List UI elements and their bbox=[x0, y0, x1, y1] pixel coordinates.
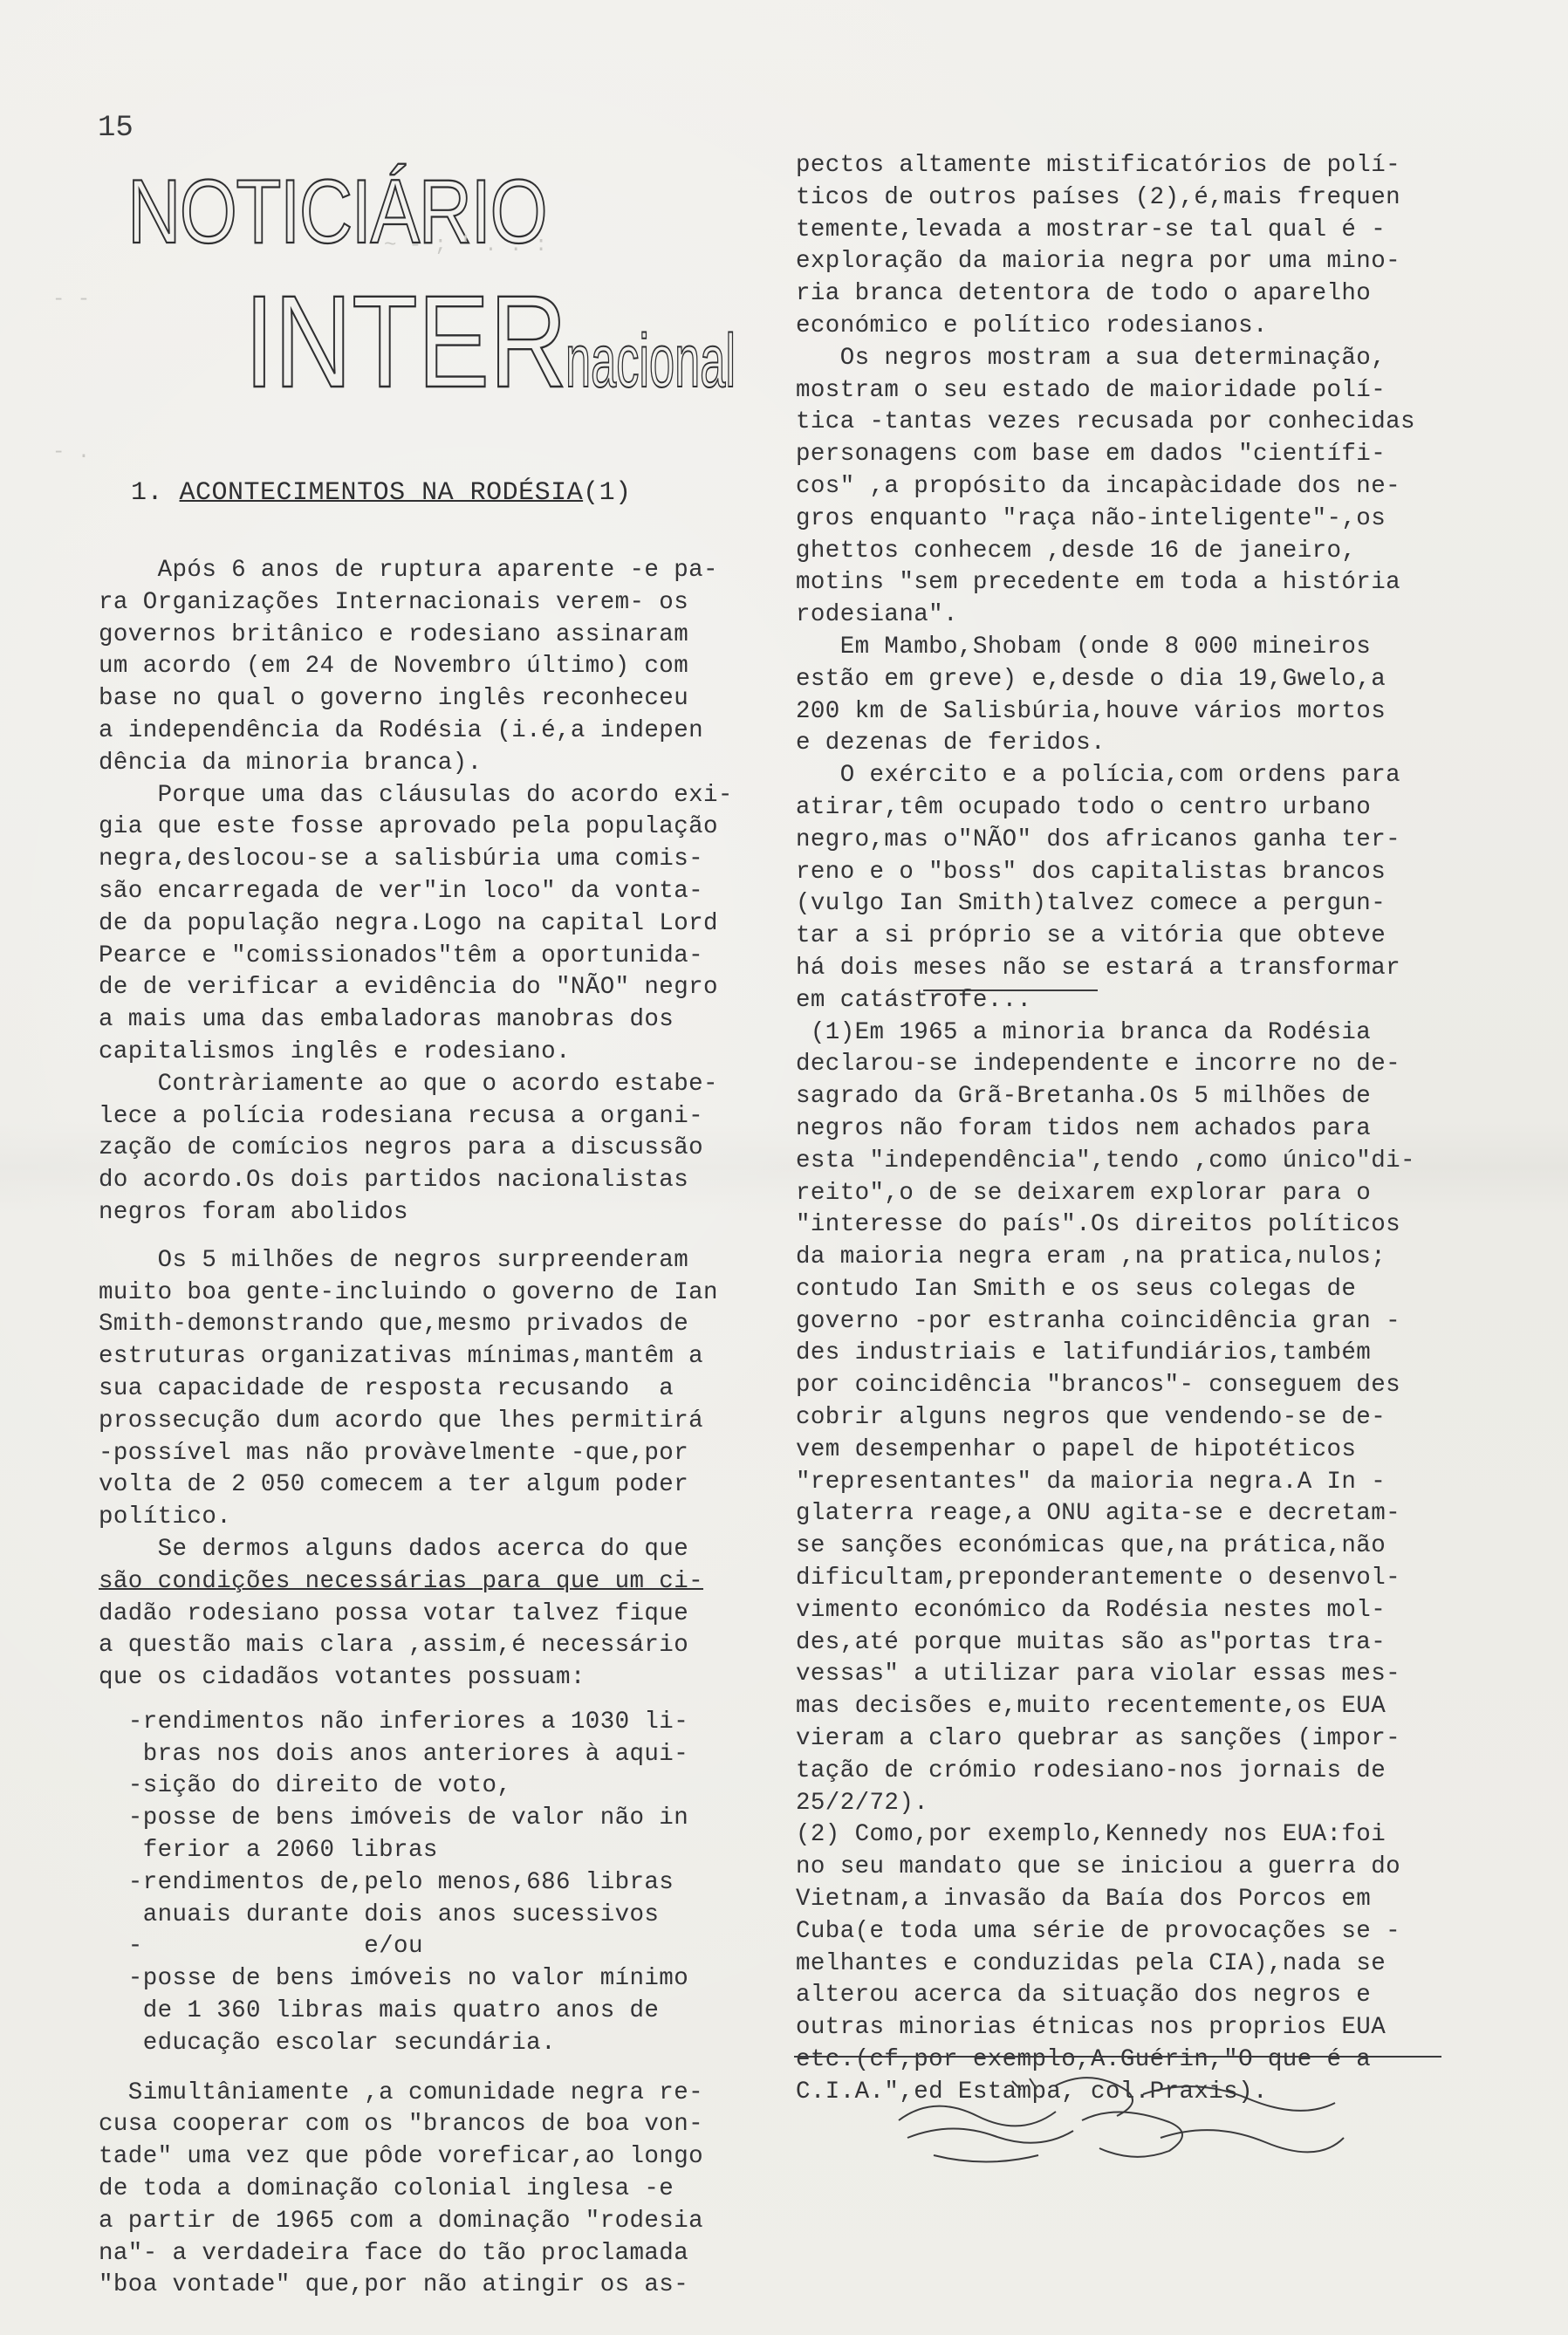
text-line: lece a polícia rodesiana recusa a organi- bbox=[99, 1102, 704, 1130]
text-line: um acordo (em 24 de Novembro último) com bbox=[99, 653, 689, 681]
text-line: -sição do direito de voto, bbox=[99, 1772, 512, 1800]
text-line: -posse de bens imóveis de valor não in bbox=[99, 1804, 689, 1832]
text-line: governo -por estranha coincidência gran - bbox=[796, 1307, 1401, 1335]
text-line: de de verificar a evidência do "NÃO" negro bbox=[99, 974, 718, 1002]
text-line: reno e o "boss" dos capitalistas brancos bbox=[796, 858, 1387, 886]
text-line: ghettos conhecem ,desde 16 de janeiro, bbox=[796, 537, 1357, 565]
page-number: 15 bbox=[98, 112, 134, 145]
decorative-doodle bbox=[881, 2068, 1352, 2173]
text-line: há dois meses não se estará a transformar bbox=[796, 954, 1401, 982]
text-line: Em Mambo,Shobam (onde 8 000 mineiros bbox=[796, 633, 1372, 661]
text-line: em catástrofe... bbox=[796, 986, 1032, 1014]
text-line: a questão mais clara ,assim,é necessário bbox=[99, 1632, 689, 1660]
text-line: a independência da Rodésia (i.é,a indepen bbox=[99, 716, 704, 744]
text-line: tação de crómio rodesiano-nos jornais de bbox=[796, 1756, 1387, 1784]
right-column bbox=[796, 150, 1459, 2109]
text-line: (1)Em 1965 a minoria branca da Rodésia bbox=[796, 1018, 1372, 1046]
text-line: - e/ou bbox=[99, 1933, 423, 1961]
text-line: na"- a verdadeira face do tão proclamada bbox=[99, 2239, 689, 2267]
text-line: que os cidadãos votantes possuam: bbox=[99, 1664, 585, 1692]
masthead-subtitle bbox=[244, 266, 742, 406]
masthead-line1: NOTICIÁRIO bbox=[127, 161, 546, 263]
text-line: capitalismos inglês e rodesiano. bbox=[99, 1037, 571, 1065]
text-line: de toda a dominação colonial inglesa -e bbox=[99, 2175, 674, 2203]
text-line: dificultam,preponderantemente o desenvol- bbox=[796, 1565, 1401, 1592]
text-line: glaterra reage,a ONU agita-se e decretam- bbox=[796, 1500, 1401, 1528]
text-line: des industriais e latifundiários,também bbox=[796, 1339, 1372, 1367]
section-end-rule bbox=[794, 2056, 1441, 2058]
text-line: temente,levada a mostrar-se tal qual é - bbox=[796, 216, 1387, 243]
text-line: sagrado da Grã-Bretanha.Os 5 milhões de bbox=[796, 1083, 1372, 1111]
left-column bbox=[99, 555, 744, 2302]
text-line: (vulgo Ian Smith)talvez comece a pergun- bbox=[796, 890, 1387, 918]
article-heading bbox=[131, 478, 632, 508]
document-page: 15 NOTICIÁRIO INTER nacional ~ - ; ' . . : - - - . 1. ACONTECIMENTOS NA RODÉSIA(1) Após 6 anos de ruptura aparente -e pa- ra Organizações Internacionais verem- os governos britânico e rodesiano assinaram um acordo (em 24 de Novembro último) com base no qual o governo inglês reconheceu a independência da Rodésia (i.é,a indepen dência da minoria branca). Porque uma das cláusulas do acordo exi- gia que este fosse aprovado pela população negra,deslocou-se a salisbúria uma comis- são encarregada de ver"in loco" da vonta- de da população negra.Logo na capital Lord Pearce e "comissionados"têm a oportunida- de de verificar a evidência do "NÃO" negro a mais uma das embaladoras manobras dos capitalismos inglês e rodesiano. Contràriamente ao que o acordo estabe- lece a polícia rodesiana recusa a organi- zação de comícios negros para a discussão do acordo.Os dois partidos nacionalistas negros foram abolidos Os 5 milhões de negros surpreenderam muito boa gente-incluindo o governo de Ian Smith-demonstrando que,mesmo privados de estruturas organizativas mínimas,mantêm a sua capacidade de resposta recusando a prossecução dum acordo que lhes permitirá -possível mas não provàvelmente -que,por volta de 2 050 comecem a ter algum poder político. Se dermos alguns dados acerca do que são condições necessárias para que um ci- dadão rodesiano possa votar talvez fique a questão mais clara ,assim,é necessário que os cidadãos votantes possuam: -rendimentos não inferiores a 1030 li- bras nos dois anos anteriores à aqui- -sição do direito de voto, -posse de bens imóveis de valor não in ferior a 2060 libras -rendimentos de,pelo menos,686 libras anuais durante dois anos sucessivos - e/ou -posse de bens imóveis no valor mínimo de 1 360 libras mais quatro anos de educação escolar secundária. Simultâniamente ,a comunidade negra re- cusa cooperar com os "brancos de boa von- tade" uma vez que pôde voreficar,ao longo de toda a dominação colonial inglesa -e a partir de 1965 com a dominação "rodesia na"- a verdadeira face do tão proclamada "boa vontade" que,por não atingir os as- pectos altamente mistificatórios de polí- ticos de outros países (2),é,mais frequen temente,levada a mostrar-se tal qual é - exploração da maioria negra por uma mino- ria branca detentora de todo o aparelho económico e político rodesianos. Os negros mostram a sua determinação, mostram o seu estado de maioridade polí- tica -tantas vezes recusada por conhecidas personagens com base em dados "científi- cos" ,a propósito da incapàcidade dos ne- gros enquanto "raça não-inteligente"-,os ghettos conhecem ,desde 16 de janeiro, motins "sem precedente em toda a história rodesiana". Em Mambo,Shobam (onde 8 000 mineiros estão em greve) e,desde o dia 19,Gwelo,a 200 km de Salisbúria,houve vários mortos e dezenas de feridos. O exército e a polícia,com ordens para atirar,têm ocupado todo o centro urbano negro,mas o"NÃO" dos africanos ganha ter- reno e o "boss" dos capitalistas brancos (vulgo Ian Smith)talvez comece a pergun- tar a si próprio se a vitória que obteve há dois meses não se estará a transformar em catástrofe... (1)Em 1965 a minoria branca da Rodésia declarou-se independente e incorre no de- sagrado da Grã-Bretanha.Os 5 milhões de negros não foram tidos nem achados para esta "independência",tendo ,como único"di- reito",o de se deixarem explorar para o "interesse do país".Os direitos políticos da maioria negra eram ,na pratica,nulos; contudo Ian Smith e os seus colegas de governo -por estranha coincidência gran - des industriais e latifundiários,também por coincidência "brancos"- conseguem des cobrir alguns negros que vendendo-se de- vem desempenhar o papel de hipotéticos "representantes" da maioria negra.A In - glaterra reage,a ONU agita-se e decretam- se sanções económicas que,na prática,não dificultam,preponderantemente o desenvol- vimento económico da Rodésia nestes mol- des,até porque muitas são as"portas tra- vessas" a utilizar para violar essas mes- mas decisões e,muito recentemente,os EUA vieram a claro quebrar as sanções (impor- tação de crómio rodesiano-nos jornais de 25/2/72). (2) Como,por exemplo,Kennedy nos EUA:foi no seu mandato que se iniciou a guerra do Vietnam,a invasão da Baía dos Porcos em Cuba(e toda uma série de provocações se - melhantes e conduzidas pela CIA),nada se alterou acerca da situação dos negros e outras minorias étnicas nos proprios EUA etc.(cf,por exemplo,A.Guérin,"O que é a C.I.A.",ed Estampa, col.Praxis). bbox=[0, 0, 1568, 2335]
text-line: ferior a 2060 libras bbox=[99, 1837, 438, 1865]
text-line: anuais durante dois anos sucessivos bbox=[99, 1900, 660, 1928]
text-line: tade" uma vez que pôde voreficar,ao longo bbox=[99, 2143, 704, 2171]
text-line: (2) Como,por exemplo,Kennedy nos EUA:foi bbox=[796, 1821, 1387, 1849]
text-line: a partir de 1965 com a dominação "rodesia bbox=[99, 2207, 704, 2235]
text-line: são encarregada de ver"in loco" da vonta- bbox=[99, 877, 704, 905]
text-line: Se dermos alguns dados acerca do que bbox=[99, 1535, 689, 1563]
text-line: estão em greve) e,desde o dia 19,Gwelo,a bbox=[796, 665, 1387, 693]
text-line: dadão rodesiano possa votar talvez fique bbox=[99, 1599, 689, 1627]
text-line: outras minorias étnicas nos proprios EUA bbox=[796, 2014, 1387, 2042]
text-line: governos britânico e rodesiano assinaram bbox=[99, 620, 689, 648]
text-line: negros não foram tidos nem achados para bbox=[796, 1114, 1372, 1142]
text-line: negro,mas o"NÃO" dos africanos ganha ter- bbox=[796, 825, 1401, 853]
text-line: alterou acerca da situação dos negros e bbox=[796, 1982, 1372, 2010]
text-line: O exército e a polícia,com ordens para bbox=[796, 762, 1401, 790]
text-line: mas decisões e,muito recentemente,os EUA bbox=[796, 1693, 1387, 1721]
text-line: -rendimentos não inferiores a 1030 li- bbox=[99, 1708, 689, 1736]
text-line: negros foram abolidos bbox=[99, 1198, 408, 1226]
text-line: de 1 360 libras mais quatro anos de bbox=[99, 1997, 660, 2025]
text-line: Smith-demonstrando que,mesmo privados de bbox=[99, 1311, 689, 1339]
text-line: Após 6 anos de ruptura aparente -e pa- bbox=[99, 557, 718, 584]
text-line bbox=[99, 2060, 744, 2078]
text-line: ticos de outros países (2),é,mais frequen bbox=[796, 183, 1401, 211]
text-line: económico e político rodesianos. bbox=[796, 312, 1268, 339]
text-line: são condições necessárias para que um ci- bbox=[99, 1567, 704, 1595]
text-line: des,até porque muitas são as"portas tra- bbox=[796, 1628, 1387, 1656]
text-line: esta "independência",tendo ,como único"di- bbox=[796, 1147, 1415, 1174]
text-line: de da população negra.Logo na capital Lord bbox=[99, 909, 718, 937]
text-line: cusa cooperar com os "brancos de boa von- bbox=[99, 2111, 704, 2139]
text-line bbox=[99, 1229, 744, 1245]
text-line: declarou-se independente e incorre no de- bbox=[796, 1051, 1401, 1078]
text-line: -possível mas não provàvelmente -que,por bbox=[99, 1439, 689, 1467]
text-line: -rendimentos de,pelo menos,686 libras bbox=[99, 1868, 674, 1896]
text-line: sua capacidade de resposta recusando a bbox=[99, 1374, 674, 1402]
text-line: -posse de bens imóveis no valor mínimo bbox=[99, 1965, 689, 1993]
text-line: Pearce e "comissionados"têm a oportunida- bbox=[99, 942, 704, 969]
text-line: e dezenas de feridos. bbox=[796, 729, 1106, 757]
text-line: Cuba(e toda uma série de provocações se - bbox=[796, 1917, 1401, 1945]
text-line: C.I.A.",ed Estampa, col.Praxis). bbox=[796, 2078, 1268, 2106]
text-line: contudo Ian Smith e os seus colegas de bbox=[796, 1275, 1357, 1303]
text-line: bras nos dois anos anteriores à aqui- bbox=[99, 1740, 689, 1768]
text-line: exploração da maioria negra por uma mino- bbox=[796, 248, 1401, 276]
text-line: Contràriamente ao que o acordo estabe- bbox=[99, 1070, 718, 1098]
text-line: melhantes e conduzidas pela CIA),nada se bbox=[796, 1949, 1387, 1977]
text-line: a mais uma das embaladoras manobras dos bbox=[99, 1006, 674, 1034]
text-line: educação escolar secundária. bbox=[99, 2029, 556, 2057]
footnote-separator bbox=[923, 989, 1098, 991]
heading-number: 1. bbox=[131, 478, 164, 508]
text-line: reito",o de se deixarem explorar para o bbox=[796, 1179, 1372, 1207]
text-line: vem desempenhar o papel de hipotéticos bbox=[796, 1435, 1357, 1463]
text-line: vieram a claro quebrar as sanções (impor- bbox=[796, 1725, 1401, 1753]
text-line: "representantes" da maioria negra.A In - bbox=[796, 1468, 1387, 1496]
text-line: mostram o seu estado de maioridade polí- bbox=[796, 376, 1387, 404]
masthead-line2-small: nacional bbox=[565, 319, 736, 403]
heading-text: ACONTECIMENTOS NA RODÉSIA bbox=[179, 478, 584, 508]
text-line: Os 5 milhões de negros surpreenderam bbox=[99, 1246, 689, 1274]
text-line: dência da minoria branca). bbox=[99, 749, 483, 777]
text-line: prossecução dum acordo que lhes permitirá bbox=[99, 1407, 704, 1435]
text-line: cobrir alguns negros que vendendo-se de- bbox=[796, 1404, 1387, 1432]
text-line: 200 km de Salisbúria,houve vários mortos bbox=[796, 697, 1387, 725]
text-line: ra Organizações Internacionais verem- os bbox=[99, 588, 689, 616]
text-line: se sanções económicas que,na prática,não bbox=[796, 1532, 1387, 1560]
text-line: negra,deslocou-se a salisbúria uma comis- bbox=[99, 846, 704, 873]
text-line: da maioria negra eram ,na pratica,nulos; bbox=[796, 1243, 1387, 1271]
text-line: "interesse do país".Os direitos políticos bbox=[796, 1211, 1401, 1239]
text-line: pectos altamente mistificatórios de polí- bbox=[796, 152, 1401, 179]
masthead-line2-big: INTER bbox=[244, 268, 567, 406]
text-line: 25/2/72). bbox=[796, 1789, 929, 1817]
text-line: do acordo.Os dois partidos nacionalistas bbox=[99, 1167, 689, 1195]
text-line: vimento económico da Rodésia nestes mol- bbox=[796, 1596, 1387, 1624]
text-line: gia que este fosse aprovado pela população bbox=[99, 813, 718, 841]
text-line: Porque uma das cláusulas do acordo exi- bbox=[99, 781, 733, 809]
text-line: tica -tantas vezes recusada por conhecidas bbox=[796, 408, 1415, 436]
text-line: "boa vontade" que,por não atingir os as- bbox=[99, 2271, 689, 2299]
text-line: estruturas organizativas mínimas,mantêm a bbox=[99, 1343, 704, 1371]
text-line: base no qual o governo inglês reconheceu bbox=[99, 685, 689, 713]
text-line: tar a si próprio se a vitória que obteve bbox=[796, 922, 1387, 950]
text-line: Vietnam,a invasão da Baía dos Porcos em bbox=[796, 1886, 1372, 1914]
text-line: no seu mandato que se iniciou a guerra do bbox=[796, 1853, 1401, 1881]
text-line: zação de comícios negros para a discussão bbox=[99, 1134, 704, 1162]
text-line: etc.(cf,por exemplo,A.Guérin,"O que é a bbox=[796, 2046, 1372, 2074]
text-line: político. bbox=[99, 1503, 232, 1531]
text-line: muito boa gente-incluindo o governo de Ian bbox=[99, 1278, 718, 1306]
text-line: Os negros mostram a sua determinação, bbox=[796, 344, 1387, 372]
text-line: motins "sem precedente em toda a história bbox=[796, 569, 1401, 597]
text-line: vessas" a utilizar para violar essas mes- bbox=[796, 1661, 1401, 1688]
text-line: personagens com base em dados "científi- bbox=[796, 441, 1387, 469]
text-line: gros enquanto "raça não-inteligente"-,os bbox=[796, 504, 1387, 532]
text-line: por coincidência "brancos"- conseguem des bbox=[796, 1372, 1401, 1400]
text-line: ria branca detentora de todo o aparelho bbox=[796, 280, 1372, 308]
text-line: rodesiana". bbox=[796, 601, 958, 629]
text-line: cos" ,a propósito da incapàcidade dos ne- bbox=[796, 472, 1401, 500]
text-line: volta de 2 050 comecem a ter algum poder bbox=[99, 1471, 689, 1499]
text-line bbox=[99, 1695, 744, 1707]
text-line: atirar,têm ocupado todo o centro urbano bbox=[796, 793, 1372, 821]
heading-footnote-ref: (1) bbox=[583, 478, 632, 508]
text-line: Simultâniamente ,a comunidade negra re- bbox=[99, 2078, 704, 2106]
